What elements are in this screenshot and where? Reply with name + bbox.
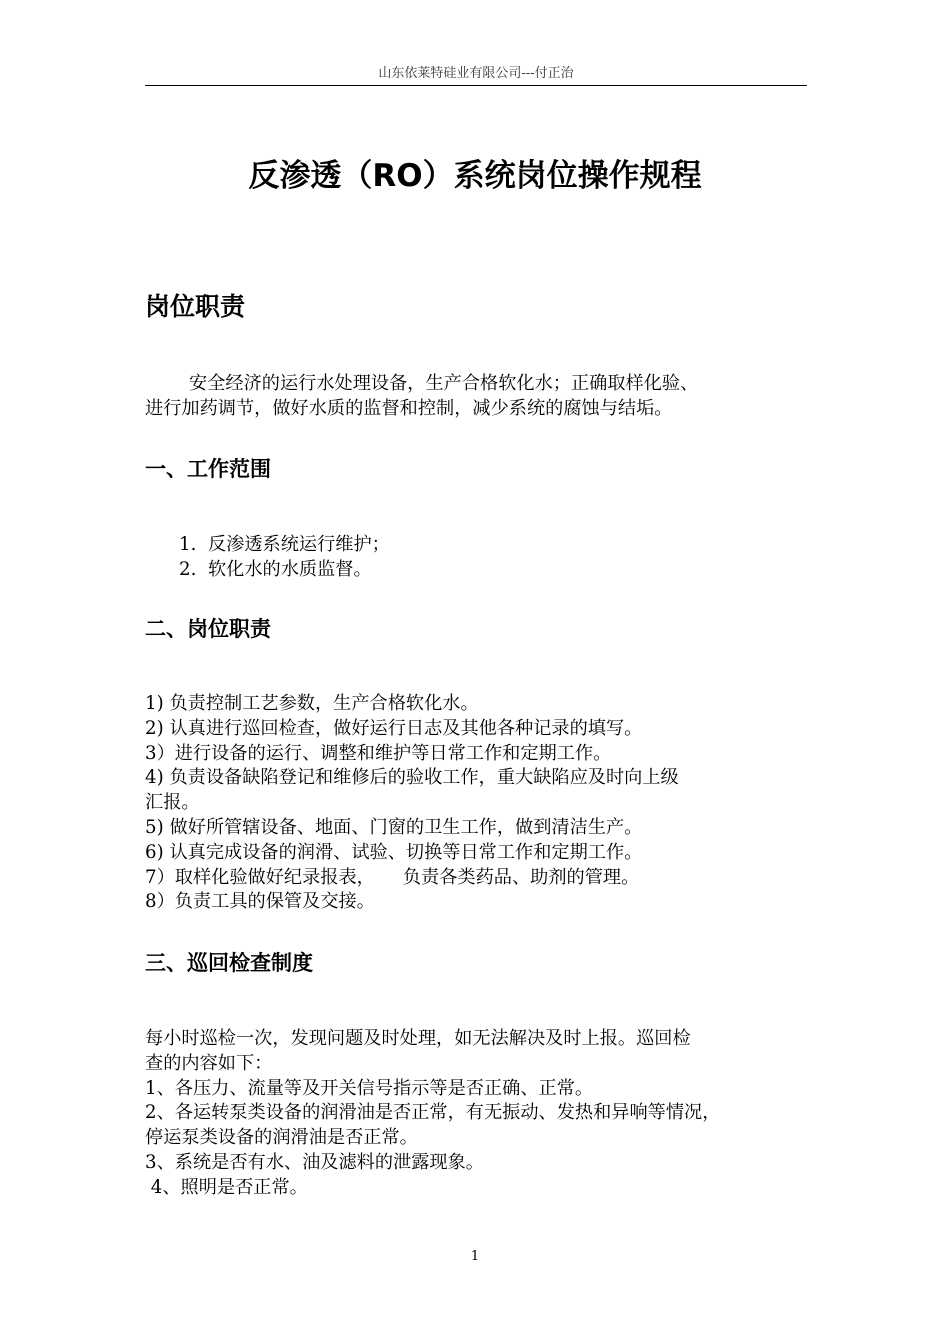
- heading-job-duties-overview: 岗位职责: [145, 292, 246, 321]
- inspection-line: 2、各运转泵类设备的润滑油是否正常，有无振动、发热和异响等情况，: [145, 1102, 721, 1124]
- paragraph-line: 进行加药调节，做好水质的监督和控制，减少系统的腐蚀与结垢。: [145, 397, 673, 419]
- duty-line: 4) 负责设备缺陷登记和维修后的验收工作，重大缺陷应及时向上级: [145, 767, 679, 789]
- list-item: [145, 558, 815, 583]
- document-title: 反渗透（RO）系统岗位操作规程: [248, 158, 702, 194]
- scope-list: [145, 533, 815, 583]
- inspection-paragraph: [145, 1027, 815, 1201]
- duty-line: 8）负责工具的保管及交接。: [145, 891, 375, 913]
- page-header: 山东依莱特硅业有限公司---付正治: [378, 66, 574, 81]
- duty-line-part: 负责各类药品、助剂的管理。: [402, 866, 640, 888]
- duty-line-part: 7）取样化验做好纪录报表，: [145, 866, 375, 888]
- list-item-text: 软化水的水质监督。: [207, 558, 372, 580]
- duties-list: [145, 692, 815, 915]
- heading-job-duties: 二、岗位职责: [145, 617, 271, 641]
- list-item-text: 反渗透系统运行维护；: [207, 534, 390, 555]
- duty-line: [145, 866, 815, 891]
- duty-line: 5) 做好所管辖设备、地面、门窗的卫生工作，做到清洁生产。: [145, 816, 643, 838]
- heading-work-scope: 一、工作范围: [145, 457, 271, 481]
- inspection-line: 3、系统是否有水、油及滤料的泄露现象。: [145, 1151, 484, 1173]
- page-number: 1: [470, 1249, 480, 1264]
- list-item-number: 2.: [179, 558, 197, 580]
- inspection-line: 停运泵类设备的润滑油是否正常。: [145, 1127, 418, 1149]
- duty-overview-paragraph: [145, 372, 815, 422]
- duty-line: 6) 认真完成设备的润滑、试验、切换等日常工作和定期工作。: [145, 841, 643, 863]
- duty-line: 3）进行设备的运行、调整和维护等日常工作和定期工作。: [145, 742, 612, 764]
- header-rule: [145, 85, 807, 86]
- paragraph-line-text: 安全经济的运行水处理设备，生产合格软化水；正确取样化验、: [189, 373, 699, 394]
- inspection-line: 4、照明是否正常。: [145, 1176, 308, 1198]
- list-item: [145, 533, 815, 558]
- heading-inspection-system: 三、巡回检查制度: [145, 951, 313, 975]
- list-item-number: 1.: [179, 534, 197, 555]
- duty-line: 1) 负责控制工艺参数，生产合格软化水。: [145, 693, 479, 714]
- duty-line: 2) 认真进行巡回检查，做好运行日志及其他各种记录的填写。: [145, 717, 643, 739]
- inspection-line: 查的内容如下：: [145, 1052, 273, 1074]
- inspection-line: 每小时巡检一次，发现问题及时处理，如无法解决及时上报。巡回检: [145, 1028, 691, 1049]
- inspection-line: 1、各压力、流量等及开关信号指示等是否正确、正常。: [145, 1077, 594, 1099]
- duty-line: 汇报。: [145, 792, 200, 814]
- paragraph-line: [145, 372, 815, 397]
